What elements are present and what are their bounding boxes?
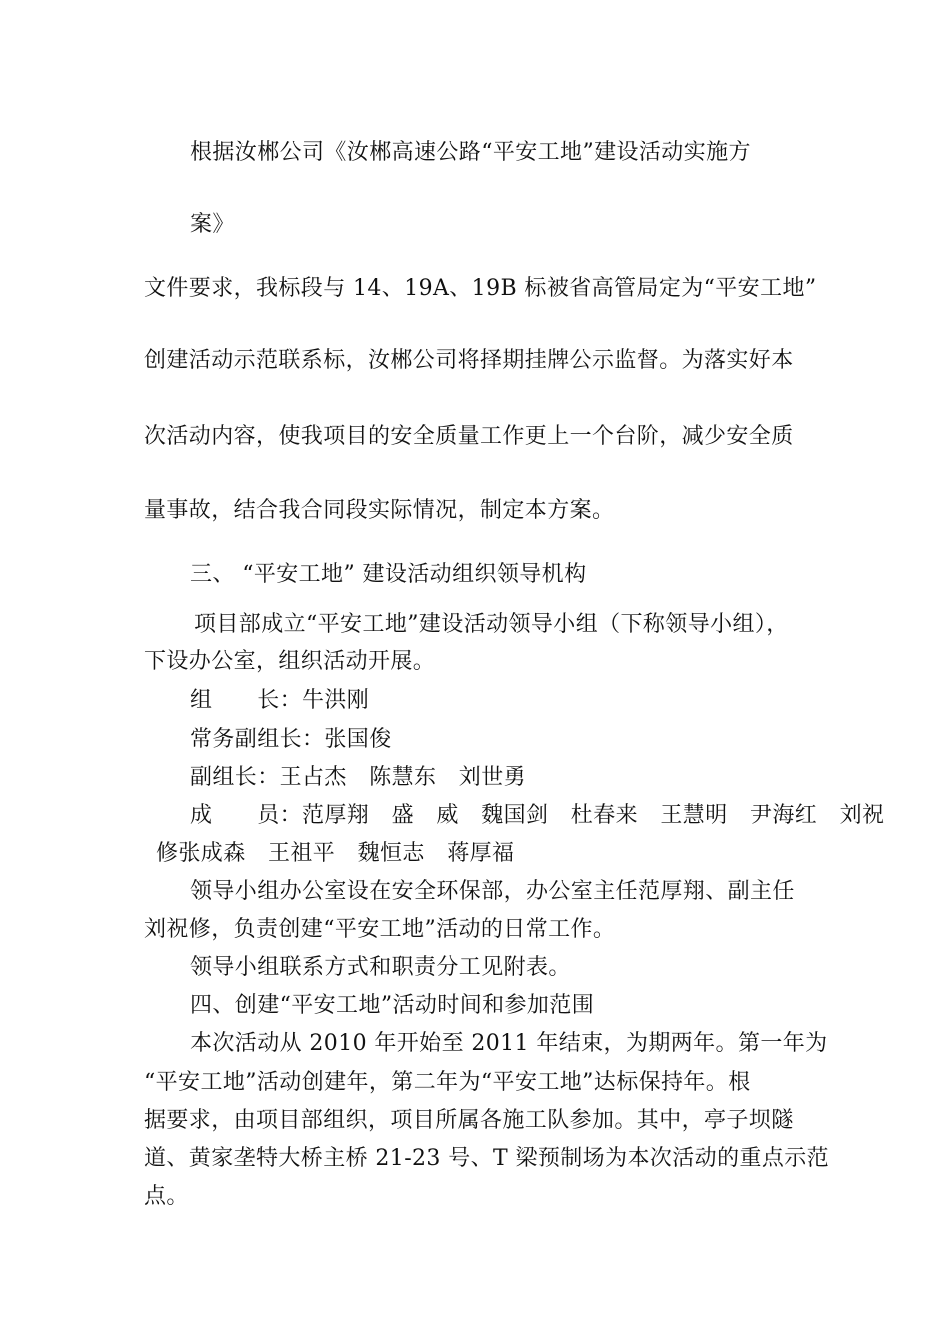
deputies-line: 副组长：王占杰 陈慧东 刘世勇 — [190, 765, 527, 790]
text-line: 创建活动示范联系标，汝郴公司将择期挂牌公示监督。为落实好本 — [144, 348, 794, 373]
text-line: 根据汝郴公司《汝郴高速公路“平安工地”建设活动实施方 — [190, 140, 751, 165]
text-line: 项目部成立“平安工地”建设活动领导小组（下称领导小组）， — [194, 612, 789, 637]
text-line: “平安工地”活动创建年，第二年为“平安工地”达标保持年。根 — [144, 1070, 751, 1095]
text-line: 次活动内容，使我项目的安全质量工作更上一个台阶，减少安全质 — [144, 424, 794, 449]
text-line: 下设办公室，组织活动开展。 — [144, 649, 436, 674]
text-line: 道、黄家垄特大桥主桥 21-23 号、T 梁预制场为本次活动的重点示范 — [144, 1146, 830, 1171]
text-line: 刘祝修，负责创建“平安工地”活动的日常工作。 — [144, 917, 616, 942]
text-line: 文件要求，我标段与 14、19A、19B 标被省高管局定为“平安工地” — [144, 276, 817, 301]
text-line: 量事故，结合我合同段实际情况，制定本方案。 — [144, 498, 615, 523]
text-line: 领导小组办公室设在安全环保部，办公室主任范厚翔、副主任 — [190, 879, 795, 904]
exec-deputy-line: 常务副组长：张国俊 — [190, 727, 392, 752]
members-line: 修张成森 王祖平 魏恒志 蒋厚福 — [156, 841, 515, 866]
members-line: 成 员：范厚翔 盛 威 魏国剑 杜春来 王慧明 尹海红 刘祝 — [190, 803, 885, 828]
text-line: 案》 — [190, 212, 235, 237]
section-heading: 四、创建“平安工地”活动时间和参加范围 — [190, 993, 595, 1018]
text-line: 领导小组联系方式和职责分工见附表。 — [190, 955, 571, 980]
text-line: 据要求，由项目部组织，项目所属各施工队参加。其中，亭子坝隧 — [144, 1108, 794, 1133]
text-line: 点。 — [144, 1184, 189, 1209]
leader-line: 组 长：牛洪刚 — [190, 688, 370, 713]
text-line: 本次活动从 2010 年开始至 2011 年结束，为期两年。第一年为 — [190, 1031, 828, 1056]
section-heading: 三、 “平安工地” 建设活动组织领导机构 — [190, 562, 587, 587]
